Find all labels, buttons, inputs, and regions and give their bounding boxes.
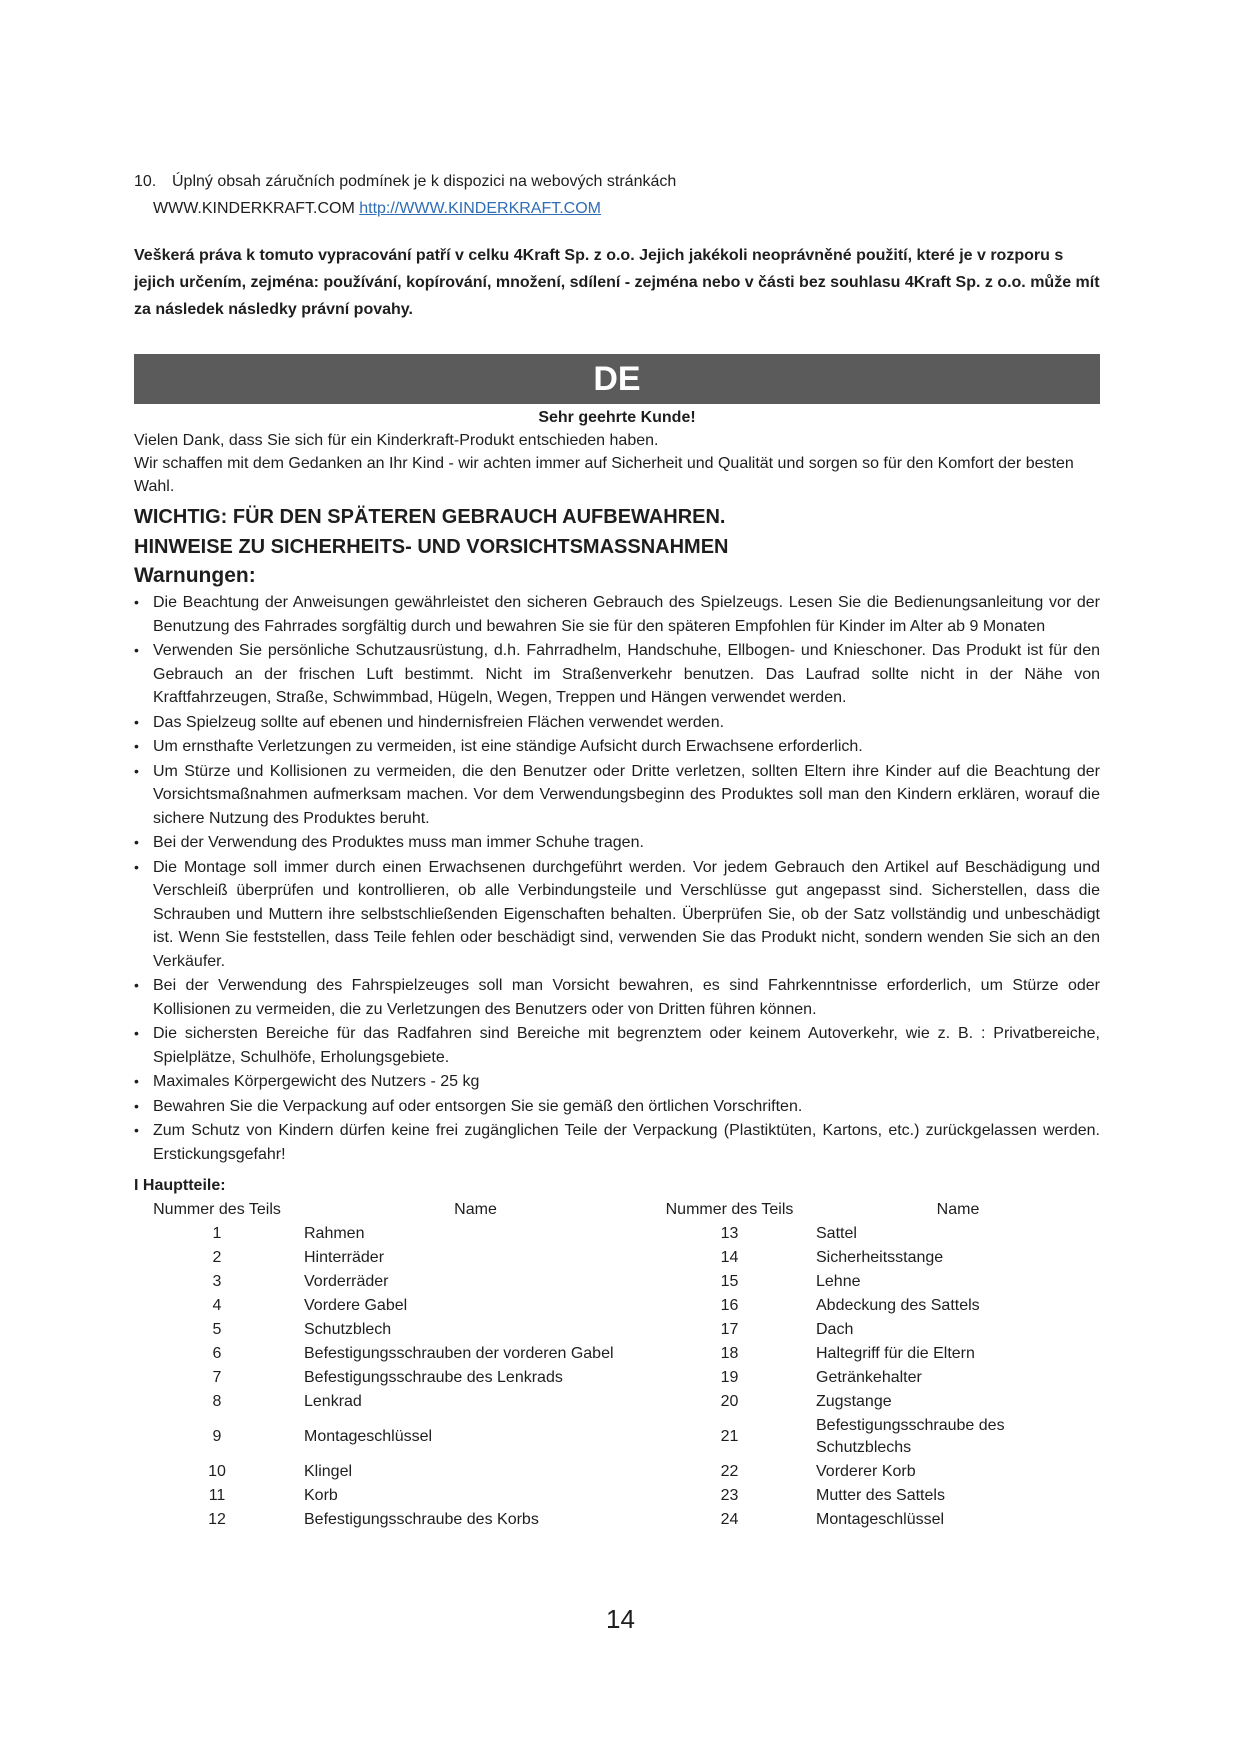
part-number: 8 xyxy=(212,1393,222,1410)
document-page xyxy=(134,168,1100,1532)
table-row xyxy=(134,1318,1100,1342)
warnings-list xyxy=(134,591,1100,1166)
table-row xyxy=(134,1222,1100,1246)
part-name: Befestigungsschraube des Schutzblechs xyxy=(816,1417,1005,1456)
table-row xyxy=(134,1484,1100,1508)
part-number: 16 xyxy=(720,1297,739,1314)
part-number: 17 xyxy=(720,1321,739,1338)
warranty-section xyxy=(134,168,1100,222)
table-row xyxy=(134,1294,1100,1318)
part-name: Sattel xyxy=(816,1225,857,1242)
part-name: Lehne xyxy=(816,1273,861,1290)
part-name: Hinterräder xyxy=(304,1249,385,1266)
part-name: Dach xyxy=(816,1321,854,1338)
part-number: 10 xyxy=(208,1463,226,1480)
part-name: Sicherheitsstange xyxy=(816,1249,944,1266)
intro-line: Wir schaffen mit dem Gedanken an Ihr Kind - wir achten immer auf Sicherheit und Qualität und sorgen so für den Komfort der besten Wahl. xyxy=(134,455,1074,495)
parts-title: I Hauptteile: xyxy=(134,1177,226,1194)
part-name: Lenkrad xyxy=(304,1393,362,1410)
part-number: 11 xyxy=(208,1487,226,1504)
column-header-number: Nummer des Teils xyxy=(665,1201,794,1218)
part-name: Klingel xyxy=(304,1463,353,1480)
list-item: • Bei der Verwendung des Produktes muss man immer Schuhe tragen. xyxy=(134,831,1100,855)
part-name: Vordere Gabel xyxy=(304,1297,408,1314)
part-name: Befestigungsschrauben der vorderen Gabel xyxy=(304,1345,614,1362)
table-row xyxy=(134,1342,1100,1366)
rights-notice: Veškerá práva k tomuto vypracování patří v celku 4Kraft Sp. z o.o. Jejich jakékoli neoprávněné použití, které je v rozporu s jejich určením, zejména: používání, kopírování, množení, sdílení - zejména nebo v části bez souhlasu 4Kraft Sp. z o.o. může mít za následek následky právní povahy. xyxy=(134,247,1100,318)
part-name: Vorderer Korb xyxy=(816,1463,916,1480)
language-header-bar: DE xyxy=(134,354,1100,404)
list-item: • Um Stürze und Kollisionen zu vermeiden, die den Benutzer oder Dritte verletzen, sollten Eltern ihre Kinder auf die Beachtung der Vorsichtsmaßnahmen aufmerksam machen. Vor dem Verwendungsbeginn des Produktes soll man den Kindern erklären, worauf die sichere Nutzung des Produktes beruht. xyxy=(134,760,1100,831)
greeting: Sehr geehrte Kunde! xyxy=(538,409,696,426)
part-number: 9 xyxy=(212,1428,222,1445)
part-name: Haltegriff für die Eltern xyxy=(816,1345,975,1362)
list-item: • Bei der Verwendung des Fahrspielzeuges soll man Vorsicht bewahren, es sind Fahrkenntnisse erforderlich, um Stürze oder Kollisionen zu vermeiden, die zu Verletzungen des Benutzers oder von Dritten führen können. xyxy=(134,974,1100,1021)
part-number: 19 xyxy=(720,1369,739,1386)
section-number: 10. xyxy=(134,173,157,190)
table-row xyxy=(134,1366,1100,1390)
list-item: • Die sichersten Bereiche für das Radfahren sind Bereiche mit begrenztem oder keinem Autoverkehr, wie z. B. : Privatbereiche, Spielplätze, Schulhöfe, Erholungsgebiete. xyxy=(134,1022,1100,1069)
table-row xyxy=(134,1246,1100,1270)
part-name: Befestigungsschraube des Korbs xyxy=(304,1511,539,1528)
part-name: Befestigungsschraube des Lenkrads xyxy=(304,1369,563,1386)
column-header-name: Name xyxy=(936,1201,980,1218)
table-row xyxy=(134,1390,1100,1414)
part-number: 20 xyxy=(720,1393,739,1410)
list-item: • Verwenden Sie persönliche Schutzausrüstung, d.h. Fahrradhelm, Handschuhe, Ellbogen- und Knieschoner. Das Produkt ist für den Gebrauch an der frischen Luft bestimmt. Nicht im Straßenverkehr benutzen. Das Laufrad sollte nicht in der Nähe von Kraftfahrzeugen, Straße, Schwimmbad, Hügeln, Wegen, Treppen und Hängen verwendet werden. xyxy=(134,639,1100,710)
website-link[interactable]: http://WWW.KINDERKRAFT.COM xyxy=(359,200,602,217)
list-item: • Um ernsthafte Verletzungen zu vermeiden, ist eine ständige Aufsicht durch Erwachsene erforderlich. xyxy=(134,735,1100,759)
part-name: Rahmen xyxy=(304,1225,365,1242)
intro-line: Vielen Dank, dass Sie sich für ein Kinderkraft-Produkt entschieden haben. xyxy=(134,432,659,449)
part-number: 21 xyxy=(720,1428,739,1445)
table-row xyxy=(134,1508,1100,1532)
list-item: • Die Montage soll immer durch einen Erwachsenen durchgeführt werden. Vor jedem Gebrauch den Artikel auf Beschädigung und Verschleiß überprüfen und kontrollieren, ob alle Verbindungsteile und Verschlüsse gut angepasst sind. Sicherstellen, dass die Schrauben und Muttern ihre selbstschließenden Eigenschaften behalten. Überprüfen Sie, ob der Satz vollständig und unbeschädigt ist. Wenn Sie feststellen, dass Teile fehlen oder beschädigt sind, verwenden Sie das Produkt nicht, sondern wenden Sie sich an den Verkäufer. xyxy=(134,856,1100,974)
parts-table xyxy=(134,1198,1100,1532)
heading-important: WICHTIG: FÜR DEN SPÄTEREN GEBRAUCH AUFBEWAHREN. xyxy=(134,506,726,528)
table-row xyxy=(134,1414,1100,1460)
part-name: Zugstange xyxy=(816,1393,892,1410)
part-number: 23 xyxy=(720,1487,739,1504)
list-item: • Das Spielzeug sollte auf ebenen und hindernisfreien Flächen verwendet werden. xyxy=(134,711,1100,735)
list-item: • Maximales Körpergewicht des Nutzers - 25 kg xyxy=(134,1070,1100,1094)
website-label: WWW.KINDERKRAFT.COM xyxy=(153,200,355,217)
part-name: Abdeckung des Sattels xyxy=(816,1297,980,1314)
part-number: 13 xyxy=(720,1225,739,1242)
part-number: 1 xyxy=(212,1225,222,1242)
column-header-number: Nummer des Teils xyxy=(153,1201,281,1218)
part-name: Vorderräder xyxy=(304,1273,389,1290)
page-number: 14 xyxy=(606,1604,635,1634)
part-number: 6 xyxy=(212,1345,222,1362)
warranty-text: Úplný obsah záručních podmínek je k dispozici na webových stránkách xyxy=(172,173,677,190)
list-item: • Bewahren Sie die Verpackung auf oder entsorgen Sie sie gemäß den örtlichen Vorschriften. xyxy=(134,1095,1100,1119)
part-number: 7 xyxy=(212,1369,222,1386)
table-row xyxy=(134,1270,1100,1294)
part-number: 24 xyxy=(720,1511,739,1528)
list-item: • Zum Schutz von Kindern dürfen keine frei zugänglichen Teile der Verpackung (Plastiktüten, Kartons, etc.) zurückgelassen werden. Erstickungsgefahr! xyxy=(134,1119,1100,1166)
heading-safety: HINWEISE ZU SICHERHEITS- UND VORSICHTSMASSNAHMEN xyxy=(134,536,729,558)
part-number: 2 xyxy=(212,1249,222,1266)
part-number: 14 xyxy=(720,1249,739,1266)
heading-warnings: Warnungen: xyxy=(134,564,256,587)
part-number: 3 xyxy=(212,1273,222,1290)
part-name: Korb xyxy=(304,1487,338,1504)
part-number: 4 xyxy=(212,1297,222,1314)
part-name: Mutter des Sattels xyxy=(816,1487,945,1504)
part-name: Getränkehalter xyxy=(816,1369,922,1386)
part-name: Montageschlüssel xyxy=(304,1428,433,1445)
part-name: Montageschlüssel xyxy=(816,1511,945,1528)
table-row xyxy=(134,1460,1100,1484)
table-header-row xyxy=(134,1198,1100,1222)
part-number: 12 xyxy=(208,1511,226,1528)
part-number: 22 xyxy=(720,1463,739,1480)
column-header-name: Name xyxy=(454,1201,497,1218)
part-number: 18 xyxy=(720,1345,739,1362)
list-item: • Die Beachtung der Anweisungen gewährleistet den sicheren Gebrauch des Spielzeugs. Lesen Sie die Bedienungsanleitung vor der Benutzung des Fahrrades sorgfältig durch und bewahren Sie sie für den späteren Empfohlen für Kinder im Alter ab 9 Monaten xyxy=(134,591,1100,638)
part-number: 15 xyxy=(720,1273,739,1290)
part-number: 5 xyxy=(212,1321,222,1338)
part-name: Schutzblech xyxy=(304,1321,392,1338)
